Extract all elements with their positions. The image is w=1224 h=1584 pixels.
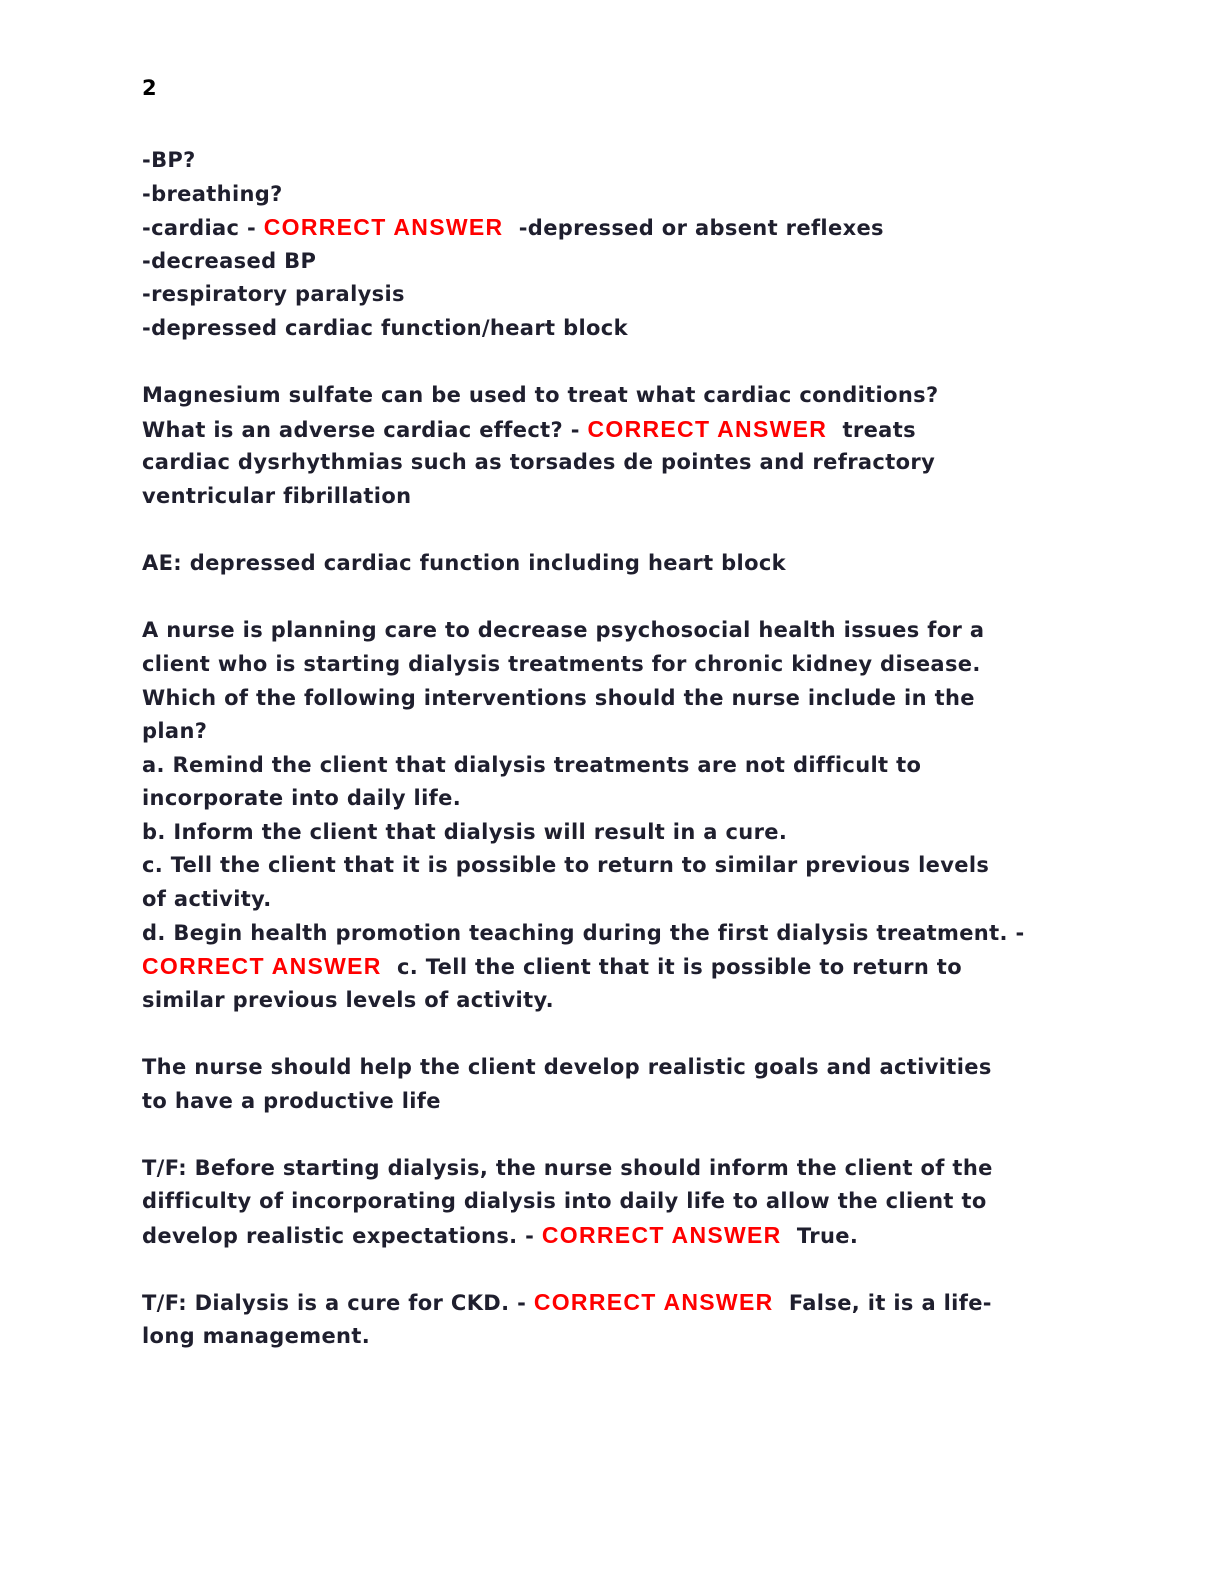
text-line: ventricular fibrillation [142,483,412,508]
text-line: -depressed cardiac function/heart block [142,315,628,340]
text-line: -respiratory paralysis [142,282,405,307]
text-segment: True. [781,1224,859,1248]
text-line: difficulty of incorporating dialysis into daily life to allow the client to [142,1189,987,1214]
text-line [142,1219,1082,1253]
text-line: The nurse should help the client develop realistic goals and activities [142,1055,992,1080]
text-segment: What is an adverse cardiac effect? - [142,417,588,442]
option-line: incorporate into daily life. [142,786,462,811]
text-line: to have a productive life [142,1088,441,1113]
text-segment: T/F: Dialysis is a cure for CKD. - [142,1291,534,1316]
page-number: 2 [142,76,157,100]
text-line: -decreased BP [142,248,317,273]
text-line: long management. [142,1323,371,1348]
document-body [142,144,1082,1353]
correct-answer-label: CORRECT ANSWER [587,415,828,442]
text-segment: treats [827,417,916,442]
text-line: Which of the following interventions should the nurse include in the [142,685,975,710]
text-segment: develop realistic expectations. - [142,1224,542,1248]
text-line: T/F: Before starting dialysis, the nurse should inform the client of the [142,1155,993,1180]
text-line [142,211,1082,245]
text-segment: -depressed or absent reflexes [503,216,884,241]
text-line: cardiac dysrhythmias such as torsades de pointes and refractory [142,450,936,475]
correct-answer-label: CORRECT ANSWER [533,1289,774,1316]
text-line: plan? [142,719,208,744]
text-line: -breathing? [142,181,283,206]
text-line: A nurse is planning care to decrease psychosocial health issues for a [142,618,985,643]
option-line: c. Tell the client that it is possible to return to similar previous levels [142,853,990,878]
text-line: AE: depressed cardiac function including heart block [142,551,786,576]
option-line: a. Remind the client that dialysis treatments are not difficult to [142,752,922,777]
text-segment: False, it is a life- [773,1291,992,1316]
text-line: client who is starting dialysis treatments for chronic kidney disease. [142,651,981,676]
paragraph-gap [142,514,1082,548]
correct-answer-label: CORRECT ANSWER [263,214,504,241]
text-segment: c. Tell the client that it is possible to return to [381,955,962,980]
paragraph-gap [142,1253,1082,1287]
text-line [142,950,1082,984]
option-line: d. Begin health promotion teaching during the first dialysis treatment. - [142,920,1025,945]
option-line: b. Inform the client that dialysis will result in a cure. [142,819,788,844]
text-line [142,413,1082,447]
text-line: -BP? [142,148,196,172]
paragraph-gap [142,581,1082,615]
correct-answer-label: CORRECT ANSWER [142,953,382,980]
text-segment: -cardiac - [142,216,264,241]
option-line: of activity. [142,887,272,912]
text-line: Magnesium sulfate can be used to treat what cardiac conditions? [142,383,939,408]
text-line: similar previous levels of activity. [142,987,554,1012]
correct-answer-label: CORRECT ANSWER [541,1222,782,1248]
paragraph-gap [142,346,1082,380]
text-line [142,1286,1082,1320]
paragraph-gap [142,1017,1082,1051]
paragraph-gap [142,1118,1082,1152]
